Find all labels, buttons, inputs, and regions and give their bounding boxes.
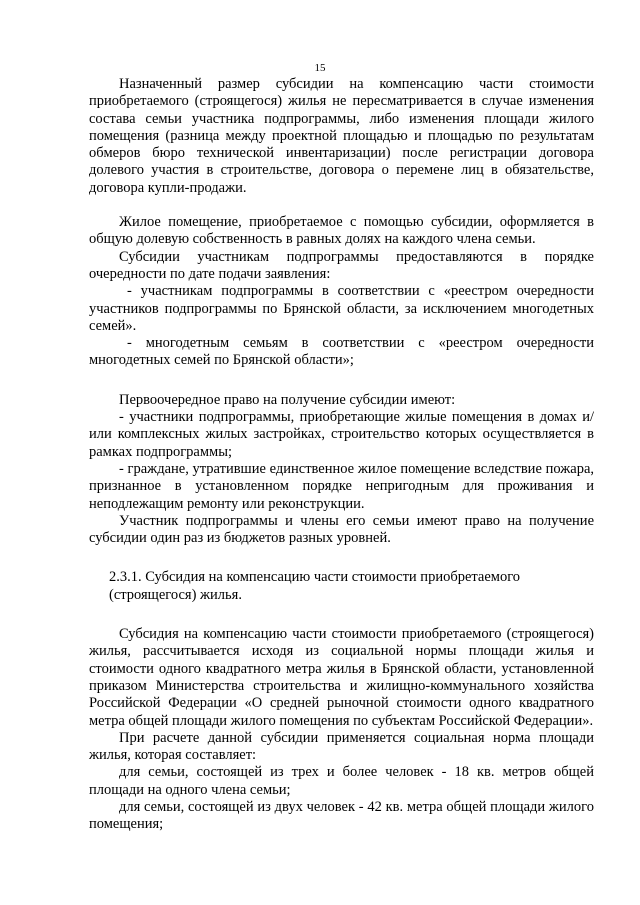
paragraph-subsidy-calculation: Субсидия на компенсацию части стоимости приобретаемого (строящегося) жилья, рассчитывается исходя из социальной нормы площади жилья и стоимости одного квадратного метра жилья в Брянской области, установленной приказом Министерства строительства и жилищно-коммунального хозяйства Российской Федерации «О средней рыночной стоимости одного квадратного метра общей площади жилого помещения по субъектам Российской Федерации». xyxy=(89,626,594,729)
paragraph-once-right: Участник подпрограммы и члены его семьи имеют право на получение субсидии один раз из бюджетов разных уровней. xyxy=(89,512,594,547)
paragraph-priority-right: Первоочередное право на получение субсидии имеют: xyxy=(119,391,456,408)
paragraph-priority-fire-victims: - граждане, утратившие единственное жилое помещение вследствие пожара, признанное в установленном порядке непригодным для проживания и неподлежащим ремонту или реконструкции. xyxy=(89,460,594,512)
section-heading-line-1: 2.3.1. Субсидия на компенсацию части стоимости приобретаемого xyxy=(109,569,521,586)
section-heading-line-2: (строящегося) жилья. xyxy=(109,586,242,603)
paragraph-social-norm: При расчете данной субсидии применяется социальная норма площади жилья, которая составляет: xyxy=(89,729,594,764)
page-number: 15 xyxy=(314,62,326,74)
paragraph-norm-two: для семьи, состоящей из двух человек - 42 кв. метра общей площади жилого помещения; xyxy=(89,798,594,833)
paragraph-large-families-registry: - многодетным семьям в соответствии с «реестром очередности многодетных семей по Брянской области»; xyxy=(89,335,594,369)
document-body xyxy=(89,76,594,834)
paragraph-ownership: Жилое помещение, приобретаемое с помощью субсидии, оформляется в общую долевую собственность в равных долях на каждого члена семьи. xyxy=(89,214,594,248)
paragraph-priority-participants: - участники подпрограммы, приобретающие жилые помещения в домах и/или комплексных жилых застройках, строительство которых осуществляется в рамках подпрограммы; xyxy=(89,409,594,460)
paragraph-subsidy-size: Назначенный размер субсидии на компенсацию части стоимости приобретаемого (строящегося) жилья не пересматривается в случае изменения состава семьи участника подпрограммы, либо изменения площади жилого помещения (разница между проектной площадью и площадью по результатам обмеров бюро технической инвентаризации) после регистрации договора долевого участия в строительстве, договора о перемене лиц в обязательстве, договора купли-продажи. xyxy=(89,76,594,196)
paragraph-participants-registry: - участникам подпрограммы в соответствии с «реестром очередности участников подпрограммы по Брянской области, за исключением многодетных семей». xyxy=(89,283,594,334)
paragraph-order: Субсидии участникам подпрограммы предоставляются в порядке очередности по дате подачи заявления: xyxy=(89,248,594,282)
paragraph-norm-three-plus: для семьи, состоящей из трех и более человек - 18 кв. метров общей площади на одного члена семьи; xyxy=(89,764,594,798)
